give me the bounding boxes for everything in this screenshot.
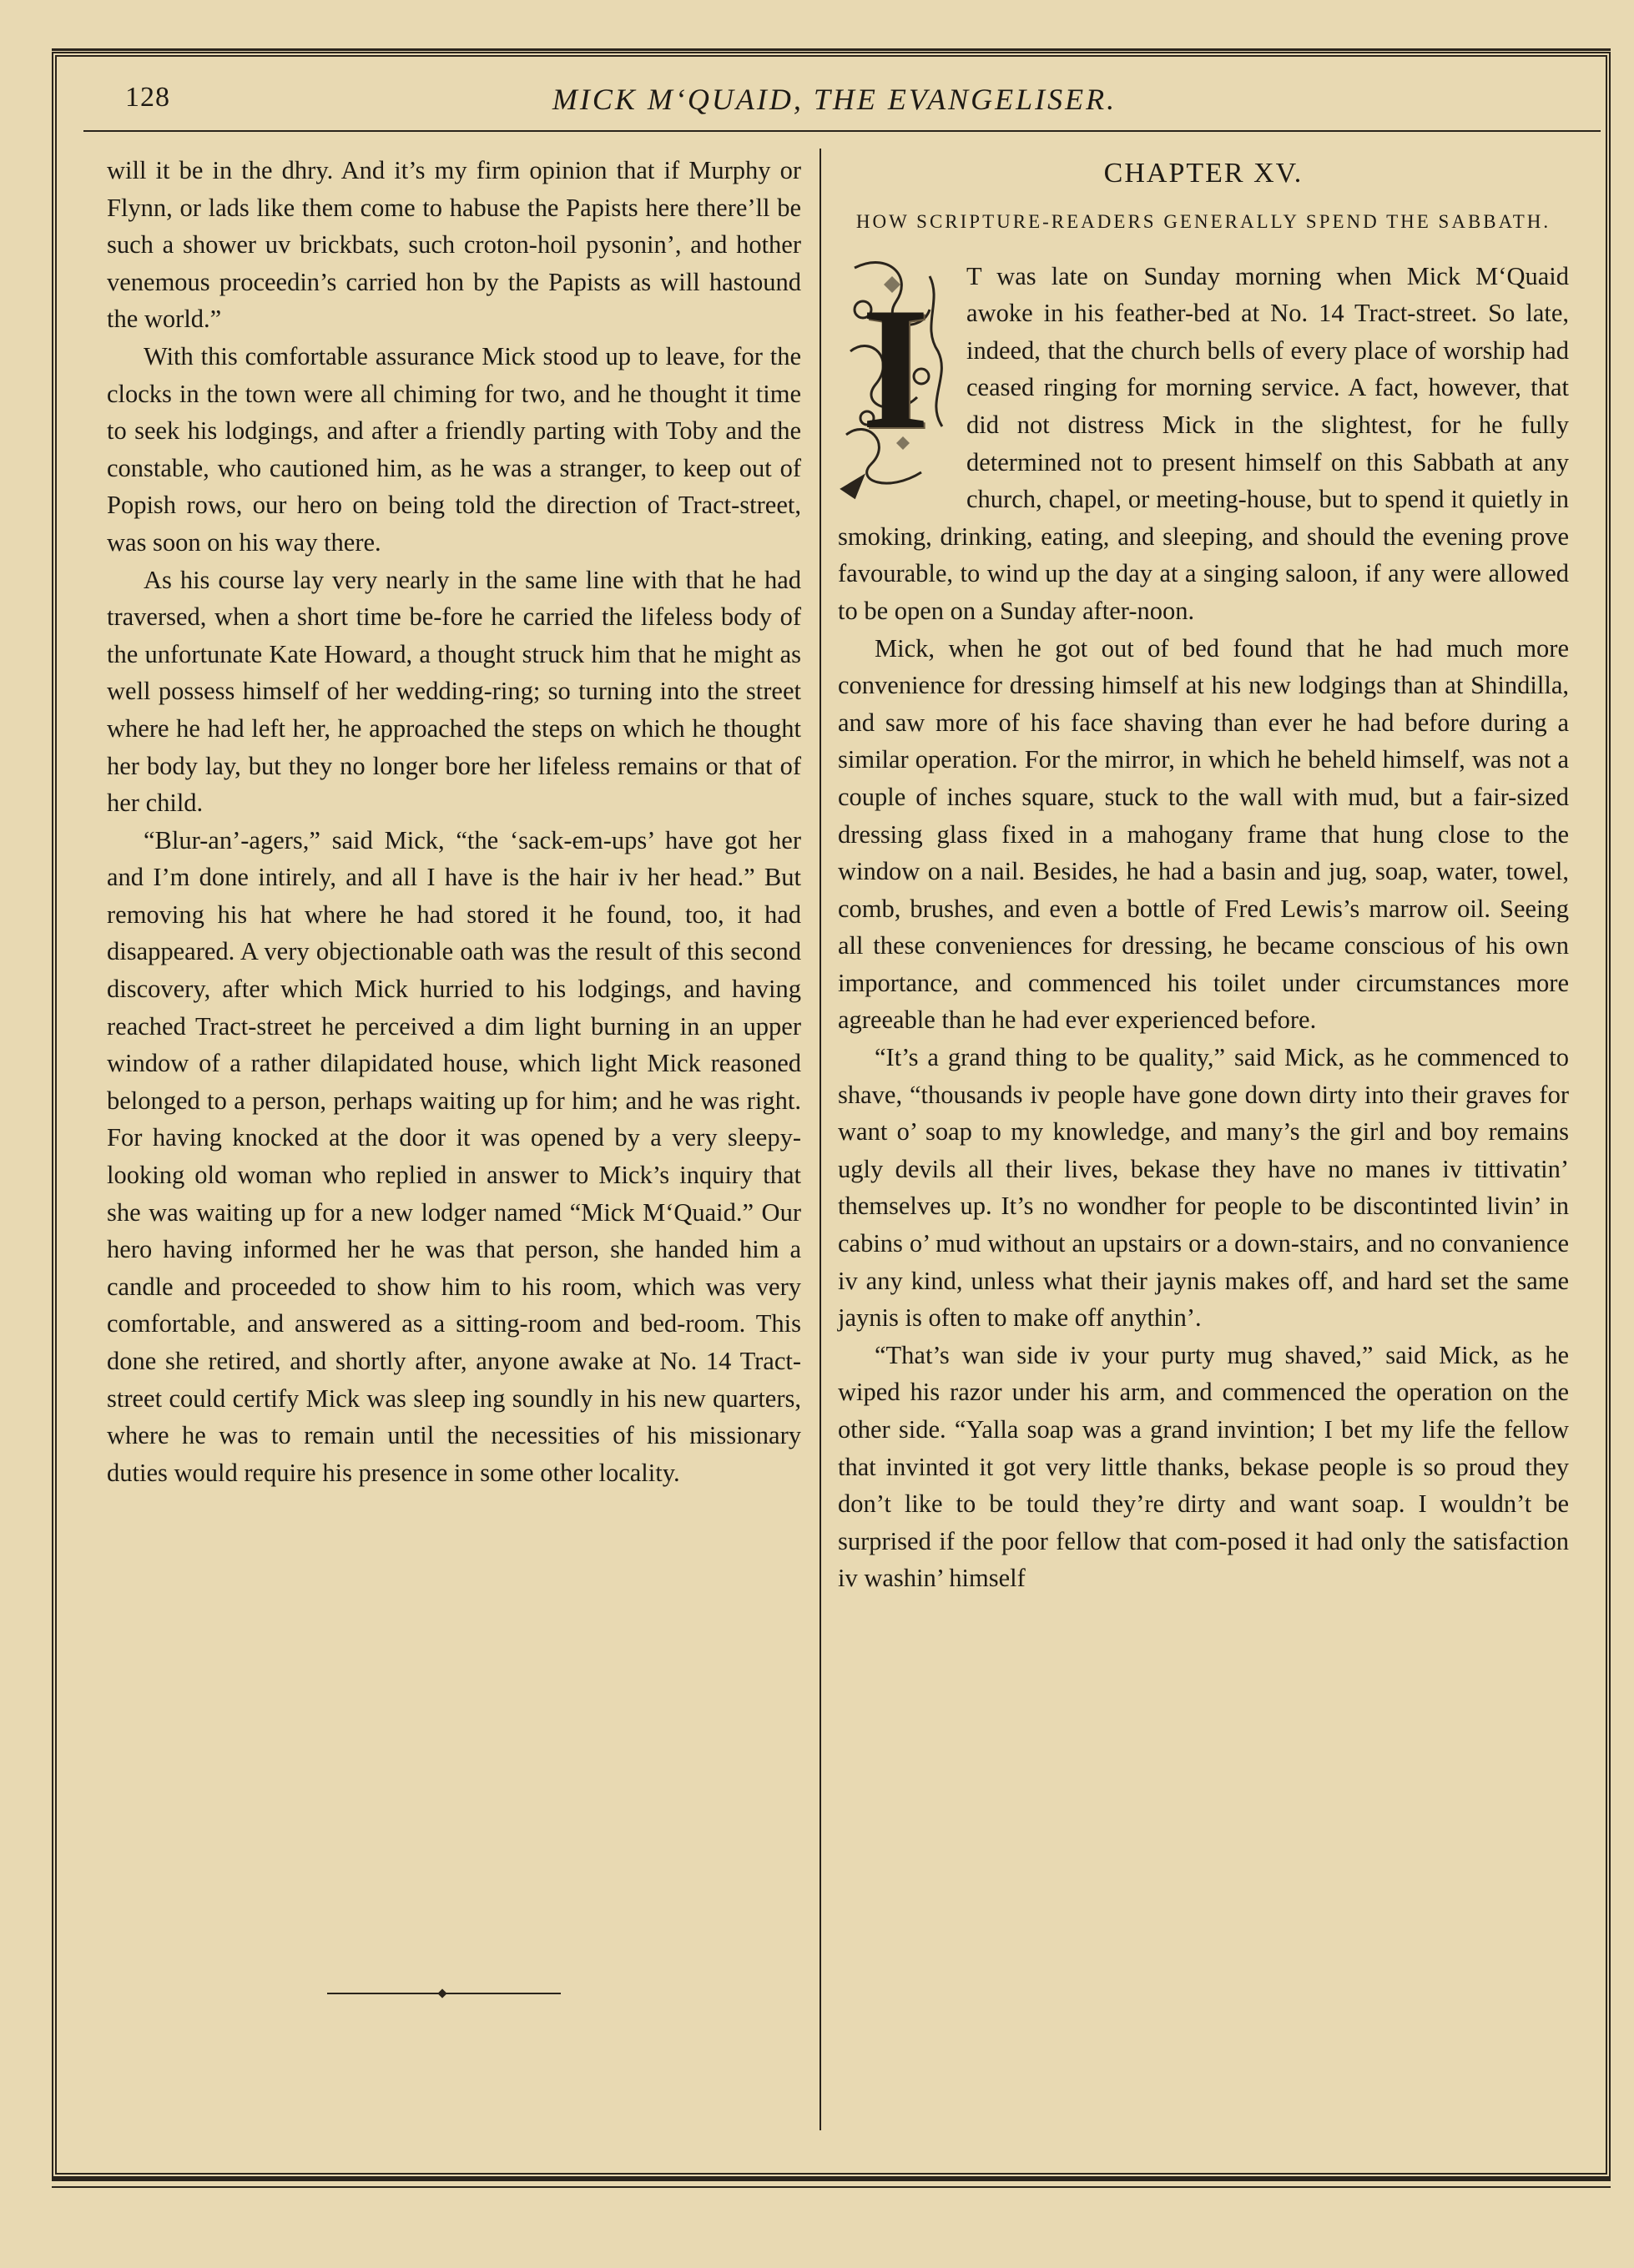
left-paragraph-1: will it be in the dhry. And it’s my firm opinion that if Murphy or Flynn, or lads like them come to habuse the Papists here there’ll be such a shower uv brickbats, such croton-hoil pysonin’, and hother venemous proceedin’s carried hon by the Papists as will hastound the world.” xyxy=(107,156,801,334)
top-border-rule xyxy=(52,48,1611,51)
bottom-border-rule xyxy=(52,2178,1611,2181)
page-header xyxy=(125,82,1544,123)
left-column xyxy=(107,152,801,1491)
chapter-subtitle: HOW SCRIPTURE-READERS GENERALLY SPEND THE SABBATH. xyxy=(855,210,1551,232)
ornamental-dropcap xyxy=(838,251,955,501)
right-paragraph-2: “It’s a grand thing to be quality,” said Mick, as he commenced to shave, “thousands iv people have gone down dirty into their graves for want o’ soap to my knowledge, and many’s the girl and boy remains ugly devils all their lives, bekase they have no manes iv tittivatin’ themselves up. It’s no wondher for people to be discontinted livin’ in cabins o’ mud without an upstairs or a down-stairs, and no convanience iv any kind, unless what their jaynis makes off, and hard set the same jaynis is often to make off anythin’. xyxy=(838,1043,1569,1333)
page-number: 128 xyxy=(125,82,170,113)
right-paragraph-3: “That’s wan side iv your purty mug shaved,” said Mick, as he wiped his razor under his arm, and commenced the operation on the other side. “Yalla soap was a grand invintion; I bet my life the fellow that invinted it got very little thanks, bekase people is so proud they don’t like to be tould they’re dirty and want soap. I wouldn’t be surprised if the poor fellow that com-posed it had only the satisfaction iv washin’ himself xyxy=(838,1340,1569,1593)
left-paragraph-4: “Blur-an’-agers,” said Mick, “the ‘sack-em-ups’ have got her and I’m done intirely, and all I have is the hair iv her head.” But removing his hat where he had stored it he found, too, it had disappeared. A very objectionable oath was the result of this second discovery, after which Mick hurried to his lodgings, and having reached Tract-street he perceived a dim light burning in an upper window of a rather dilapidated house, which light Mick reasoned belonged to a person, perhaps waiting up for him; and he was right. For having knocked at the door it was opened by a very sleepy-looking old woman who replied in answer to Mick’s inquiry that she was waiting up for a new lodger named “Mick M‘Quaid.” Our hero having informed her he was that person, she handed him a candle and proceeded to show him to his room, which was very comfortable, and answered as a sitting-room and bed-room. This done she retired, and shortly after, anyone awake at No. 14 Tract-street could certify Mick was sleep ing soundly in his new quarters, where he was to remain until the necessities of his missionary duties would require his presence in some other locality. xyxy=(107,825,801,1487)
bottom-border-rule-inner xyxy=(52,2186,1611,2188)
left-paragraph-2: With this comfortable assurance Mick stood up to leave, for the clocks in the town were all chiming for two, and he thought it time to seek his lodgings, and after a friendly parting with Toby and the constable, who cautioned him, as he was a stranger, to keep out of Popish rows, our hero on being told the direction of Tract-street, was soon on his way there. xyxy=(107,341,801,557)
dropcap-letter: I xyxy=(861,271,930,466)
chapter-title: CHAPTER XV. xyxy=(1103,158,1304,189)
left-paragraph-3: As his course lay very nearly in the same line with that he had traversed, when a short time be-fore he carried the lifeless body of the unfortunate Kate Howard, a thought struck him that he might as well possess himself of her wedding-ring; so turning into the street where he had left her, he approached the steps on which he thought her body lay, but they no longer bore her lifeless remains or that of her child. xyxy=(107,565,801,818)
column-divider xyxy=(820,149,821,2130)
right-column xyxy=(838,152,1569,1597)
header-rule xyxy=(83,130,1601,132)
running-title: MICK M‘QUAID, THE EVANGELISER. xyxy=(552,83,1117,116)
chapter-opening-text: T was late on Sunday morning when Mick M‘Quaid awoke in his feather-bed at No. 14 Tract-street. So late, indeed, that the church bells of every place of worship had ceased ringing for morning service. A fact, however, that did not distress Mick in the slightest, for he fully determined not to present himself on this Sabbath at any church, chapel, or meeting-house, but to spend it quietly in smoking, drinking, eating, and sleeping, and should the evening prove favourable, to wind up the day at a singing saloon, if any were allowed to be open on a Sunday after-noon. xyxy=(838,261,1569,625)
section-end-ornament xyxy=(327,1993,561,1994)
right-paragraph-1: Mick, when he got out of bed found that he had much more convenience for dressing himself at his new lodgings than at Shindilla, and saw more of his face shaving than ever he had before during a similar operation. For the mirror, in which he beheld himself, was not a couple of inches square, stuck to the wall with mud, but a fair-sized dressing glass fixed in a mahogany frame that hung close to the window on a nail. Besides, he had a basin and jug, soap, water, towel, comb, brushes, and even a bottle of Fred Lewis’s marrow oil. Seeing all these conveniences for dressing, he became conscious of his own importance, and commenced his toilet under circumstances more agreeable than he had ever experienced before. xyxy=(838,633,1569,1035)
